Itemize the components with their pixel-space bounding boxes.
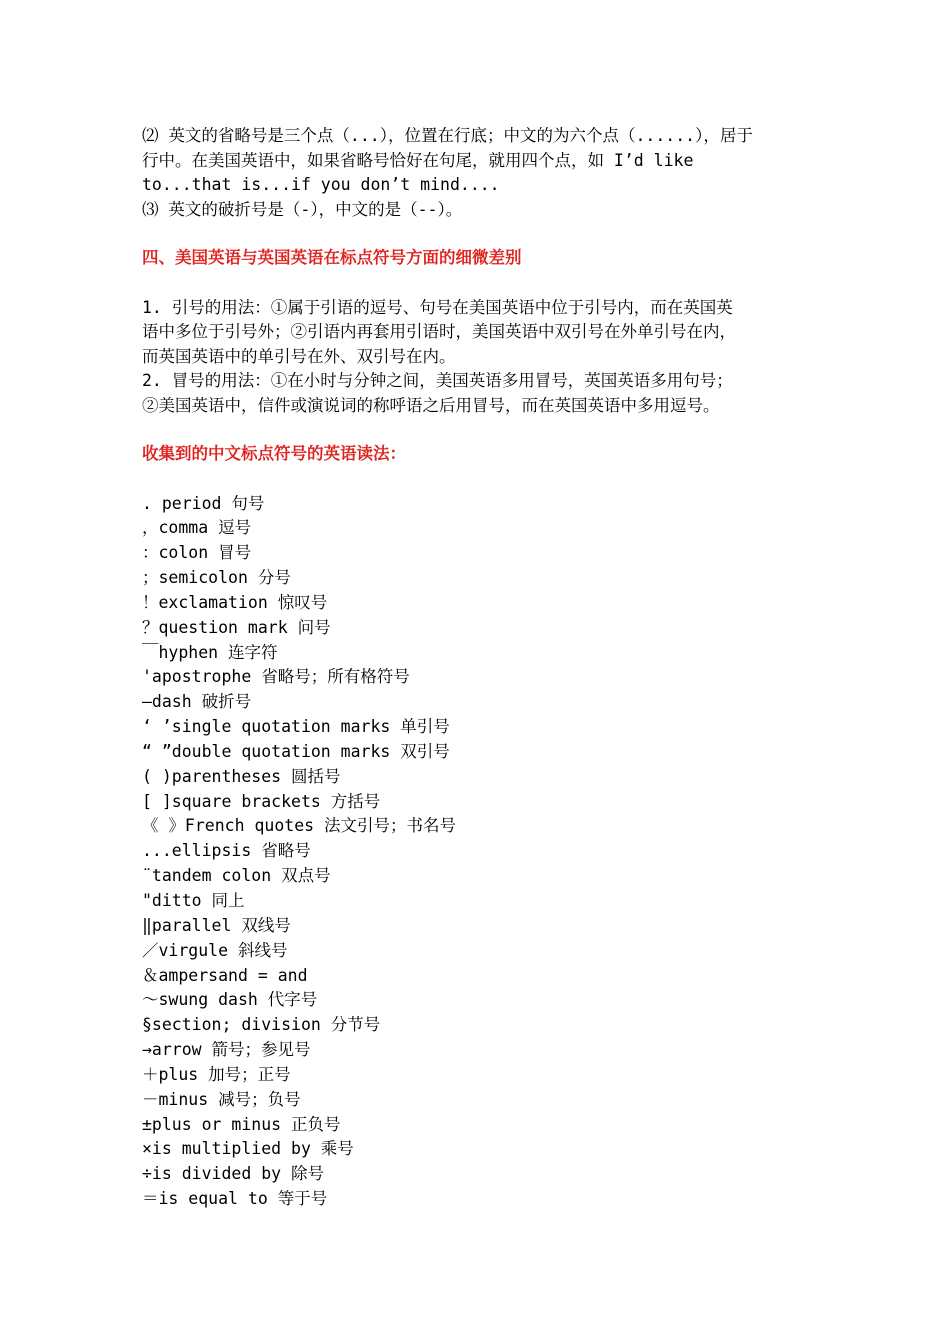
list-item: ／virgule 斜线号	[142, 940, 288, 960]
list-item: ＆ampersand = and	[142, 965, 308, 985]
list-item: ！exclamation 惊叹号	[142, 592, 328, 612]
list-item: ±plus or minus 正负号	[142, 1114, 341, 1134]
list-item: ￣hyphen 连字符	[142, 642, 278, 662]
list-item: ？question mark 问号	[142, 617, 331, 637]
list-item: 'apostrophe 省略号；所有格符号	[142, 667, 410, 687]
list-item: →arrow 箭号；参见号	[142, 1040, 311, 1060]
list-item: ～swung dash 代字号	[142, 990, 318, 1010]
section-4-heading: 四、美国英语与英国英语在标点符号方面的细微差别	[142, 248, 522, 267]
text-line: ⑵ 英文的省略号是三个点（...），位置在行底；中文的为六个点（......），居于	[142, 126, 753, 145]
list-item: ÷is divided by 除号	[142, 1164, 325, 1184]
list-item: ＋plus 加号；正号	[142, 1064, 291, 1084]
list-item: §section; division 分节号	[142, 1015, 381, 1035]
text-line: 1. 引号的用法：①属于引语的逗号、句号在美国英语中位于引号内，而在英国英	[142, 297, 733, 317]
list-item: ( )parentheses 圆括号	[142, 766, 341, 786]
document-page	[142, 124, 814, 1212]
punctuation-term-list	[142, 492, 814, 1212]
text-line: 而英国英语中的单引号在外、双引号在内。	[142, 346, 456, 366]
list-item: ＝is equal to 等于号	[142, 1189, 328, 1209]
list-item: . period 句号	[142, 493, 265, 513]
list-item: －minus 减号；负号	[142, 1089, 301, 1109]
text-line: 语中多位于引号外；②引语内再套用引语时，美国英语中双引号在外单引号在内，	[142, 322, 736, 341]
list-item: ×is multiplied by 乘号	[142, 1139, 354, 1159]
section-4-paragraph	[142, 296, 814, 419]
list-item: ；semicolon 分号	[142, 568, 291, 588]
section-3-paragraph	[142, 124, 814, 222]
list-item: ‖parallel 双线号	[142, 915, 291, 935]
list-item: ，comma 逗号	[142, 518, 252, 538]
list-item: [ ]square brackets 方括号	[142, 791, 381, 811]
list-item: “ ”double quotation marks 双引号	[142, 741, 450, 761]
list-item: "ditto 同上	[142, 891, 245, 910]
text-line: 2. 冒号的用法：①在小时与分钟之间，美国英语多用冒号，英国英语多用句号；	[142, 371, 733, 390]
list-item: ¨tandem colon 双点号	[142, 866, 331, 886]
list-item: ...ellipsis 省略号	[142, 841, 311, 861]
list-item: 《 》French quotes 法文引号；书名号	[142, 816, 457, 836]
list-item: ‘ ’single quotation marks 单引号	[142, 717, 450, 737]
text-line: 行中。在美国英语中，如果省略号恰好在句尾，就用四个点，如 I’d like	[142, 150, 694, 170]
list-item: ：colon 冒号	[142, 543, 252, 563]
punctuation-list-heading: 收集到的中文标点符号的英语读法：	[142, 444, 406, 463]
text-line: ⑶ 英文的破折号是（-），中文的是（--）。	[142, 199, 463, 219]
list-item: —dash 破折号	[142, 692, 252, 712]
text-line: ②美国英语中，信件或演说词的称呼语之后用冒号，而在英国英语中多用逗号。	[142, 395, 720, 415]
text-line: to...that is...if you don’t mind....	[142, 175, 500, 194]
